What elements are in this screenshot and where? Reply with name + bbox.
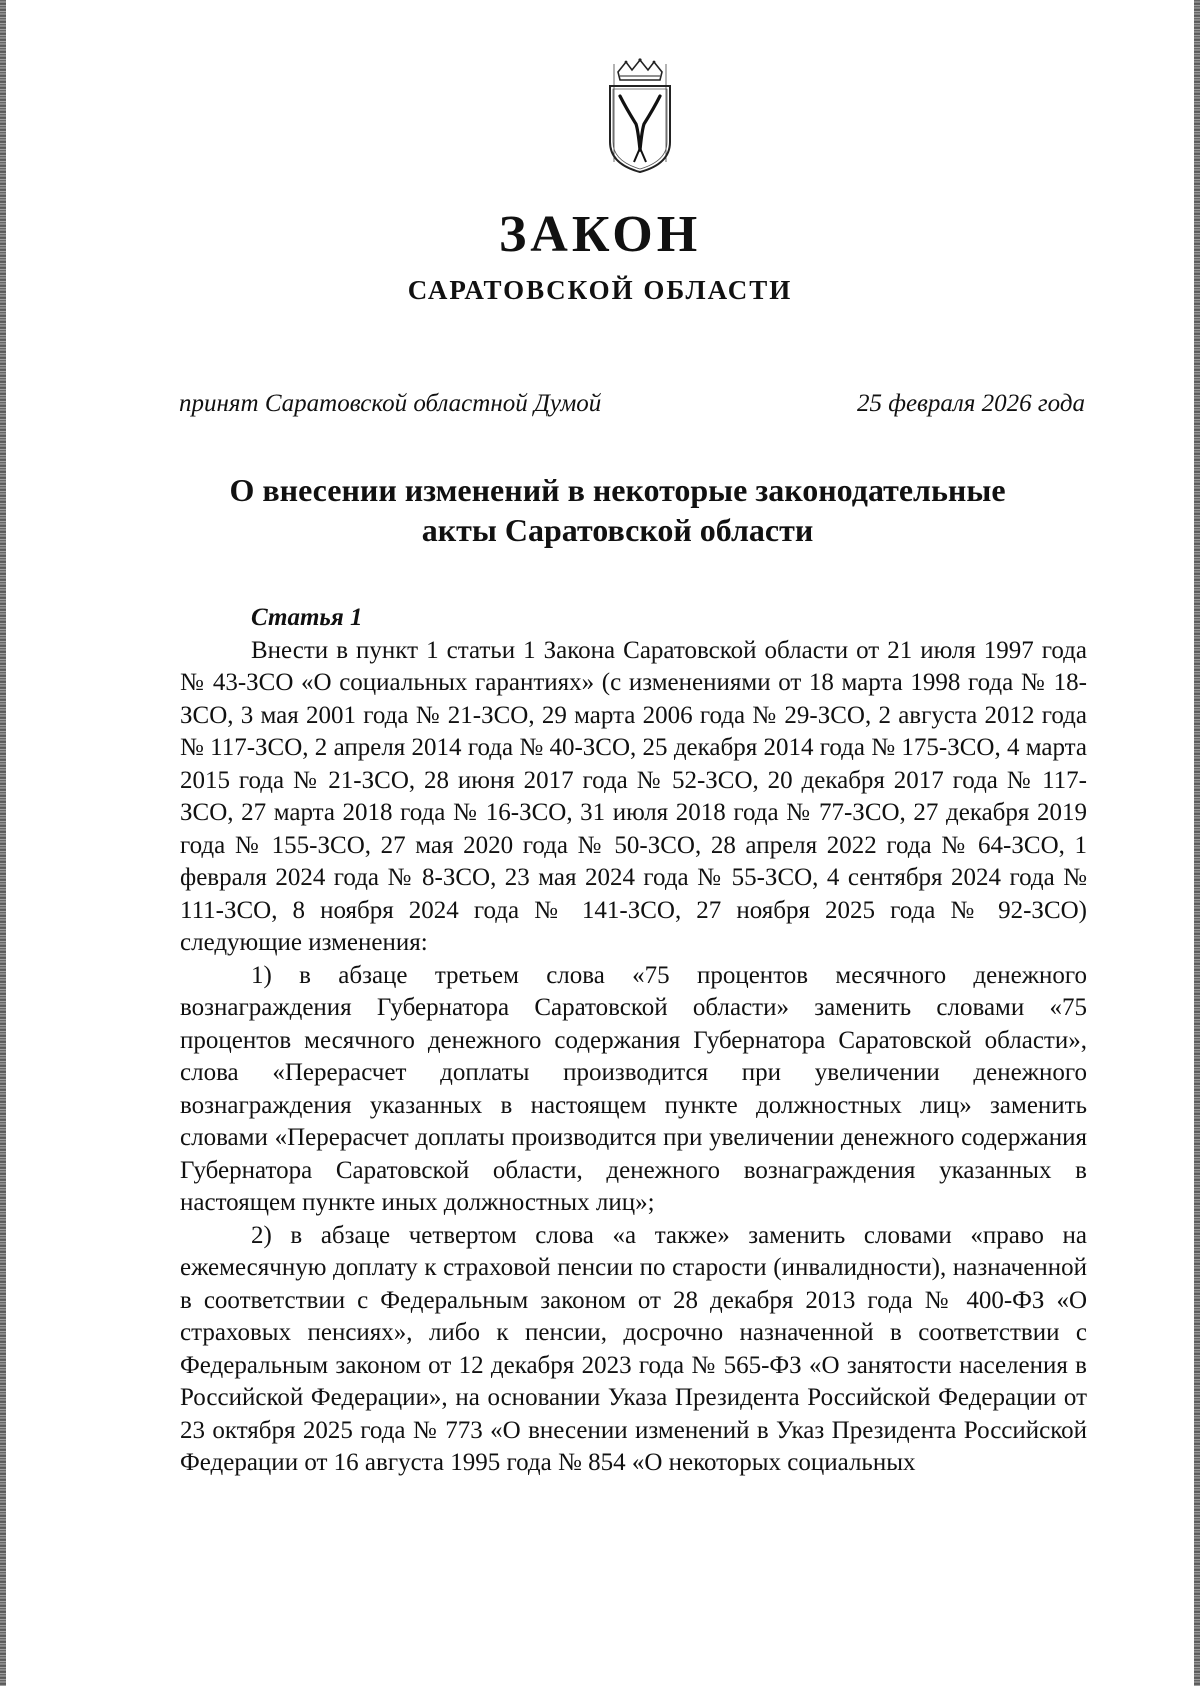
law-title-line-2: акты Саратовской области <box>421 512 814 548</box>
article-paragraph-item-2: 2) в абзаце четвертом слова «а также» заменить словами «право на ежемесячную доплату к страховой пенсии по старости (инвалидности), назначенной в соответствии с Федеральным законом от 28 декабря 2013 года № 400-ФЗ «О страховых пенсиях», либо к пенсии, досрочно назначенной в соответствии с Федеральным законом от 12 декабря 2023 года № 565-ФЗ «О занятости населения в Российской Федерации», на основании Указа Президента Российской Федерации от 23 октября 2025 года № 773 «О внесении изменений в Указ Президента Российской Федерации от 16 августа 1995 года № 854 «О некоторых социальных <box>180 1221 1087 1476</box>
adopted-by-line: принят Саратовской областной Думой <box>179 390 602 417</box>
article-heading: Статья 1 <box>251 604 363 631</box>
article-paragraph-item-1: 1) в абзаце третьем слова «75 процентов месячного денежного вознаграждения Губернатора Саратовской области» заменить словами «75 процентов месячного денежного содержания Губернатора Саратовской области», слова «Перерасчет доплаты производится при увеличении денежного вознаграждения указанных в настоящем пункте должностных лиц» заменить словами «Перерасчет доплаты производится при увеличении денежного содержания Губернатора Саратовской области, денежного вознаграждения указанных в настоящем пункте иных должностных лиц»; <box>180 961 1087 1216</box>
saratov-coat-of-arms-icon <box>604 58 676 180</box>
law-title <box>150 470 1085 550</box>
document-title: ЗАКОН <box>498 206 702 263</box>
document-subtitle: САРАТОВСКОЙ ОБЛАСТИ <box>407 275 793 305</box>
article-paragraph-intro: Внести в пункт 1 статьи 1 Закона Саратовской области от 21 июля 1997 года № 43-ЗСО «О социальных гарантиях» (с изменениями от 18 марта 1998 года № 18-ЗСО, 3 мая 2001 года № 21-ЗСО, 29 марта 2006 года № 29-ЗСО, 2 августа 2012 года № 117-ЗСО, 2 апреля 2014 года № 40-ЗСО, 25 декабря 2014 года № 175-ЗСО, 4 марта 2015 года № 21-ЗСО, 28 июня 2017 года № 52-ЗСО, 20 декабря 2017 года № 117-ЗСО, 27 марта 2018 года № 16-ЗСО, 31 июля 2018 года № 77-ЗСО, 27 декабря 2019 года № 155-ЗСО, 27 мая 2020 года № 50-ЗСО, 28 апреля 2022 года № 64-ЗСО, 1 февраля 2024 года № 8-ЗСО, 23 мая 2024 года № 55-ЗСО, 4 сентября 2024 года № 111-ЗСО, 8 ноября 2024 года № 141-ЗСО, 27 ноября 2025 года № 92-ЗСО) следующие изменения: <box>180 636 1087 956</box>
article-body <box>180 602 1087 1480</box>
law-title-line-1: О внесении изменений в некоторые законодательные <box>229 472 1006 508</box>
adoption-date: 25 февраля 2026 года <box>856 390 1085 417</box>
